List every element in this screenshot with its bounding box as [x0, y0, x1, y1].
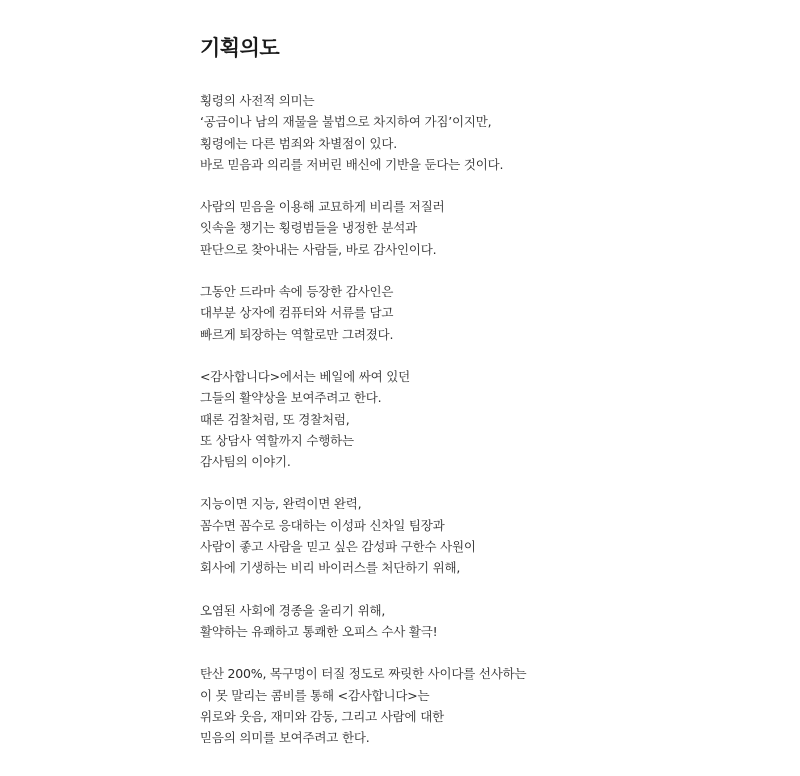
page-title: 기획의도 [200, 36, 280, 60]
text-line: 이 못 말리는 콤비를 통해 <감사합니다>는 [200, 687, 430, 703]
text-line: <감사합니다>에서는 베일에 싸여 있던 [200, 368, 410, 384]
paragraph [200, 663, 760, 748]
text-line: 사람이 좋고 사람을 믿고 싶은 감성파 구한수 사원이 [200, 539, 476, 555]
paragraph [200, 281, 760, 345]
text-line: 그들의 활약상을 보여주려고 한다. [200, 390, 382, 406]
text-line: 바로 믿음과 의리를 저버린 배신에 기반을 둔다는 것이다. [200, 156, 504, 172]
text-line: 횡령의 사전적 의미는 [200, 93, 315, 108]
text-line: 빠르게 퇴장하는 역할로만 그려졌다. [200, 326, 394, 342]
paragraph [200, 366, 760, 472]
document-body [200, 28, 760, 769]
text-line: 때론 검찰처럼, 또 경찰처럼, [200, 411, 350, 427]
text-line: 오염된 사회에 경종을 울리기 위해, [200, 602, 386, 618]
text-line: 감사팀의 이야기. [200, 454, 291, 470]
text-line: 또 상담사 역할까지 수행하는 [200, 432, 354, 448]
text-line: 위로와 웃음, 재미와 감동, 그리고 사람에 대한 [200, 708, 444, 724]
text-line: 그동안 드라마 속에 등장한 감사인은 [200, 284, 394, 300]
text-line: ‘공금이나 남의 재물을 불법으로 차지하여 가짐’이지만, [200, 114, 492, 130]
text-line: 판단으로 찾아내는 사람들, 바로 감사인이다. [200, 241, 437, 257]
text-line: 사람의 믿음을 이용해 교묘하게 비리를 저질러 [200, 199, 445, 215]
paragraph [200, 90, 760, 175]
text-line: 활약하는 유쾌하고 통쾌한 오피스 수사 활극! [200, 623, 438, 639]
text-line: 회사에 기생하는 비리 바이러스를 처단하기 위해, [200, 560, 461, 576]
text-line: 대부분 상자에 컴퓨터와 서류를 담고 [200, 305, 394, 321]
paragraph [200, 600, 760, 643]
text-line: 지능이면 지능, 완력이면 완력, [200, 496, 362, 512]
text-line: 믿음의 의미를 보여주려고 한다. [200, 730, 370, 746]
text-line: 횡령에는 다른 범죄와 차별점이 있다. [200, 135, 397, 151]
paragraph [200, 493, 760, 578]
text-line: 꼼수면 꼼수로 응대하는 이성파 신차일 팀장과 [200, 517, 445, 533]
text-line: 탄산 200%, 목구멍이 터질 정도로 짜릿한 사이다를 선사하는 [200, 666, 527, 682]
text-line: 잇속을 챙기는 횡령범들을 냉정한 분석과 [200, 220, 417, 236]
paragraph [200, 196, 760, 260]
